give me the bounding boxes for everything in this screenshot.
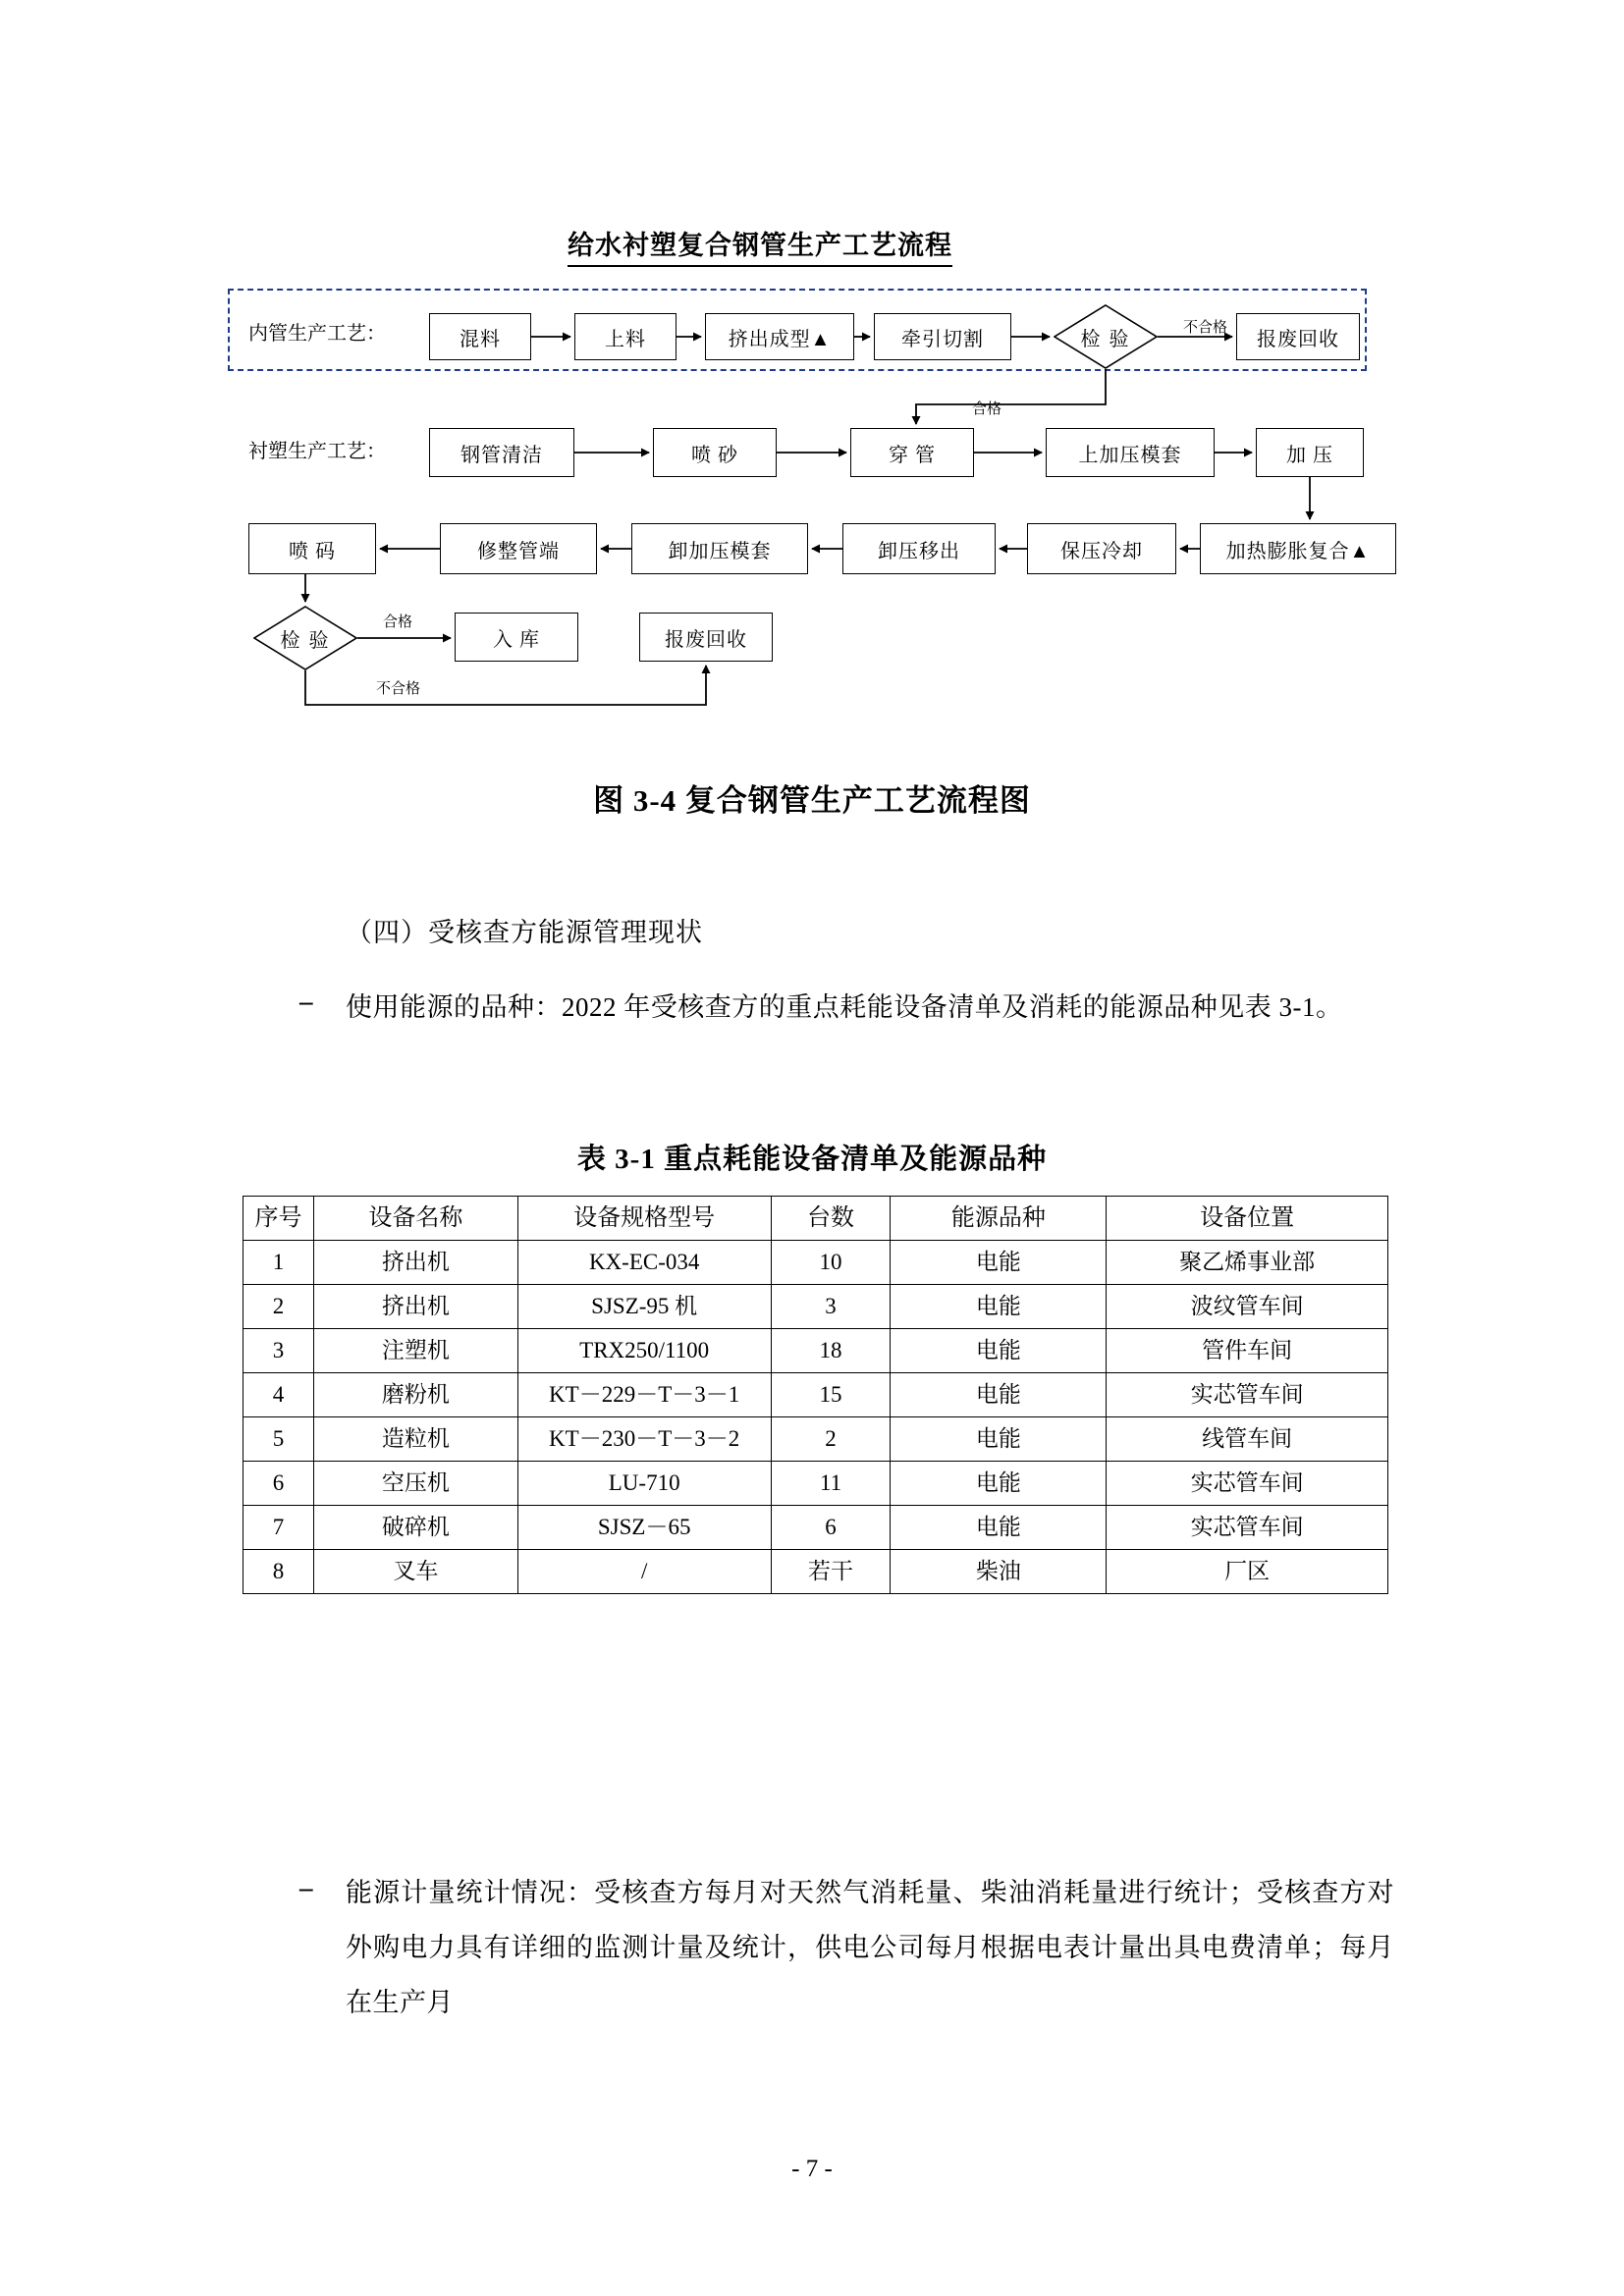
table-cell: 2 <box>244 1285 314 1329</box>
flow-node-mixing: 混料 <box>429 313 531 360</box>
table-cell: 电能 <box>891 1241 1107 1285</box>
flow-node-inspection-1: 检 验 <box>1054 304 1158 369</box>
table-cell: 7 <box>244 1506 314 1550</box>
table-row <box>244 1241 1388 1285</box>
flow-node-depressurize-out: 卸压移出 <box>842 523 996 574</box>
table-cell: 2 <box>771 1417 891 1462</box>
table-row <box>244 1462 1388 1506</box>
flowchart-title: 给水衬塑复合钢管生产工艺流程 <box>568 224 952 267</box>
flow-node-threading: 穿 管 <box>850 428 974 477</box>
table-header-cell: 设备位置 <box>1107 1197 1388 1241</box>
table-header-cell: 序号 <box>244 1197 314 1241</box>
table-cell: 10 <box>771 1241 891 1285</box>
table-cell: 6 <box>244 1462 314 1506</box>
table-cell: 实芯管车间 <box>1107 1462 1388 1506</box>
table-cell: / <box>517 1550 771 1594</box>
flow-node-pressurize: 加 压 <box>1256 428 1364 477</box>
flow-node-pipe-end-trim: 修整管端 <box>440 523 597 574</box>
edge-label-pass-2: 合格 <box>383 614 413 630</box>
table-cell: 8 <box>244 1550 314 1594</box>
table-cell: 叉车 <box>313 1550 517 1594</box>
table-cell: 电能 <box>891 1417 1107 1462</box>
table-cell: SJSZ－65 <box>517 1506 771 1550</box>
table-cell: 破碎机 <box>313 1506 517 1550</box>
flow-node-sandblasting: 喷 砂 <box>653 428 777 477</box>
table-header-cell: 设备名称 <box>313 1197 517 1241</box>
bullet-marker-2: – <box>299 1873 313 1902</box>
table-cell: 18 <box>771 1329 891 1373</box>
table-cell: 挤出机 <box>313 1241 517 1285</box>
table-cell: TRX250/1100 <box>517 1329 771 1373</box>
table-header-cell: 台数 <box>771 1197 891 1241</box>
table-cell: KT－230－T－3－2 <box>517 1417 771 1462</box>
table-cell: 15 <box>771 1373 891 1417</box>
flow-node-scrap-recycle-1: 报废回收 <box>1236 313 1360 360</box>
table-cell: 4 <box>244 1373 314 1417</box>
table-cell: 波纹管车间 <box>1107 1285 1388 1329</box>
edge-label-fail-2: 不合格 <box>376 681 421 697</box>
table-cell: 磨粉机 <box>313 1373 517 1417</box>
table-cell: 注塑机 <box>313 1329 517 1373</box>
edge-label-fail-1: 不合格 <box>1183 320 1228 336</box>
table-cell: 11 <box>771 1462 891 1506</box>
table-cell: 5 <box>244 1417 314 1462</box>
bullet-marker-1: – <box>299 987 313 1016</box>
figure-caption: 图 3-4 复合钢管生产工艺流程图 <box>593 783 1031 818</box>
table-cell: 实芯管车间 <box>1107 1506 1388 1550</box>
flow-node-remove-press-mold: 卸加压模套 <box>631 523 808 574</box>
table-caption: 表 3-1 重点耗能设备清单及能源品种 <box>576 1144 1048 1175</box>
table-header-cell: 设备规格型号 <box>517 1197 771 1241</box>
table-cell: 电能 <box>891 1285 1107 1329</box>
flow-node-code-spraying: 喷 码 <box>248 523 376 574</box>
section-heading: （四）受核查方能源管理现状 <box>346 918 703 947</box>
flow-node-traction-cutting: 牵引切割 <box>874 313 1011 360</box>
table-cell: KX-EC-034 <box>517 1241 771 1285</box>
table-row <box>244 1373 1388 1417</box>
table-header-cell: 能源品种 <box>891 1197 1107 1241</box>
table-cell: 柴油 <box>891 1550 1107 1594</box>
page-number: - 7 - <box>791 2156 833 2182</box>
flow-node-feeding: 上料 <box>574 313 677 360</box>
edge-label-pass-1: 合格 <box>972 401 1002 417</box>
table-cell: KT－229－T－3－1 <box>517 1373 771 1417</box>
flow-node-inspection-2: 检 验 <box>253 606 357 670</box>
table-cell: 线管车间 <box>1107 1417 1388 1462</box>
table-cell: 1 <box>244 1241 314 1285</box>
table-cell: 电能 <box>891 1506 1107 1550</box>
table-cell: 电能 <box>891 1373 1107 1417</box>
table-cell: LU-710 <box>517 1462 771 1506</box>
table-cell: 实芯管车间 <box>1107 1373 1388 1417</box>
table-cell: 电能 <box>891 1329 1107 1373</box>
table-cell: 3 <box>244 1329 314 1373</box>
table-cell: 3 <box>771 1285 891 1329</box>
flow-node-pipe-cleaning: 钢管清洁 <box>429 428 574 477</box>
table-cell: 聚乙烯事业部 <box>1107 1241 1388 1285</box>
energy-equipment-table <box>243 1196 1388 1594</box>
bullet-paragraph-1: 使用能源的品种：2022 年受核查方的重点耗能设备清单及消耗的能源品种见表 3-1。 <box>346 992 1343 1022</box>
flow-node-scrap-recycle-2: 报废回收 <box>639 613 773 662</box>
table-header-row <box>244 1197 1388 1241</box>
table-cell: 管件车间 <box>1107 1329 1388 1373</box>
table-cell: 空压机 <box>313 1462 517 1506</box>
table-row <box>244 1329 1388 1373</box>
table-cell: 厂区 <box>1107 1550 1388 1594</box>
bullet-paragraph-2: 能源计量统计情况：受核查方每月对天然气消耗量、柴油消耗量进行统计；受核查方对外购电力具有详细的监测计量及统计，供电公司每月根据电表计量出具电费清单；每月在生产月 <box>346 1878 1394 2017</box>
flow-node-heat-expansion-composite: 加热膨胀复合▲ <box>1200 523 1396 574</box>
flow-node-warehouse: 入 库 <box>455 613 578 662</box>
table-cell: 造粒机 <box>313 1417 517 1462</box>
flow-node-hold-pressure-cooling: 保压冷却 <box>1027 523 1176 574</box>
table-row <box>244 1506 1388 1550</box>
table-row <box>244 1285 1388 1329</box>
table-row <box>244 1550 1388 1594</box>
flow-node-mount-press-mold: 上加压模套 <box>1046 428 1215 477</box>
inner-process-label: 内管生产工艺： <box>248 323 386 345</box>
table-cell: SJSZ-95 机 <box>517 1285 771 1329</box>
table-cell: 电能 <box>891 1462 1107 1506</box>
table-cell: 挤出机 <box>313 1285 517 1329</box>
lining-process-label: 衬塑生产工艺： <box>248 441 386 462</box>
table-cell: 6 <box>771 1506 891 1550</box>
flow-node-extrusion: 挤出成型▲ <box>705 313 854 360</box>
table-cell: 若干 <box>771 1550 891 1594</box>
table-row <box>244 1417 1388 1462</box>
